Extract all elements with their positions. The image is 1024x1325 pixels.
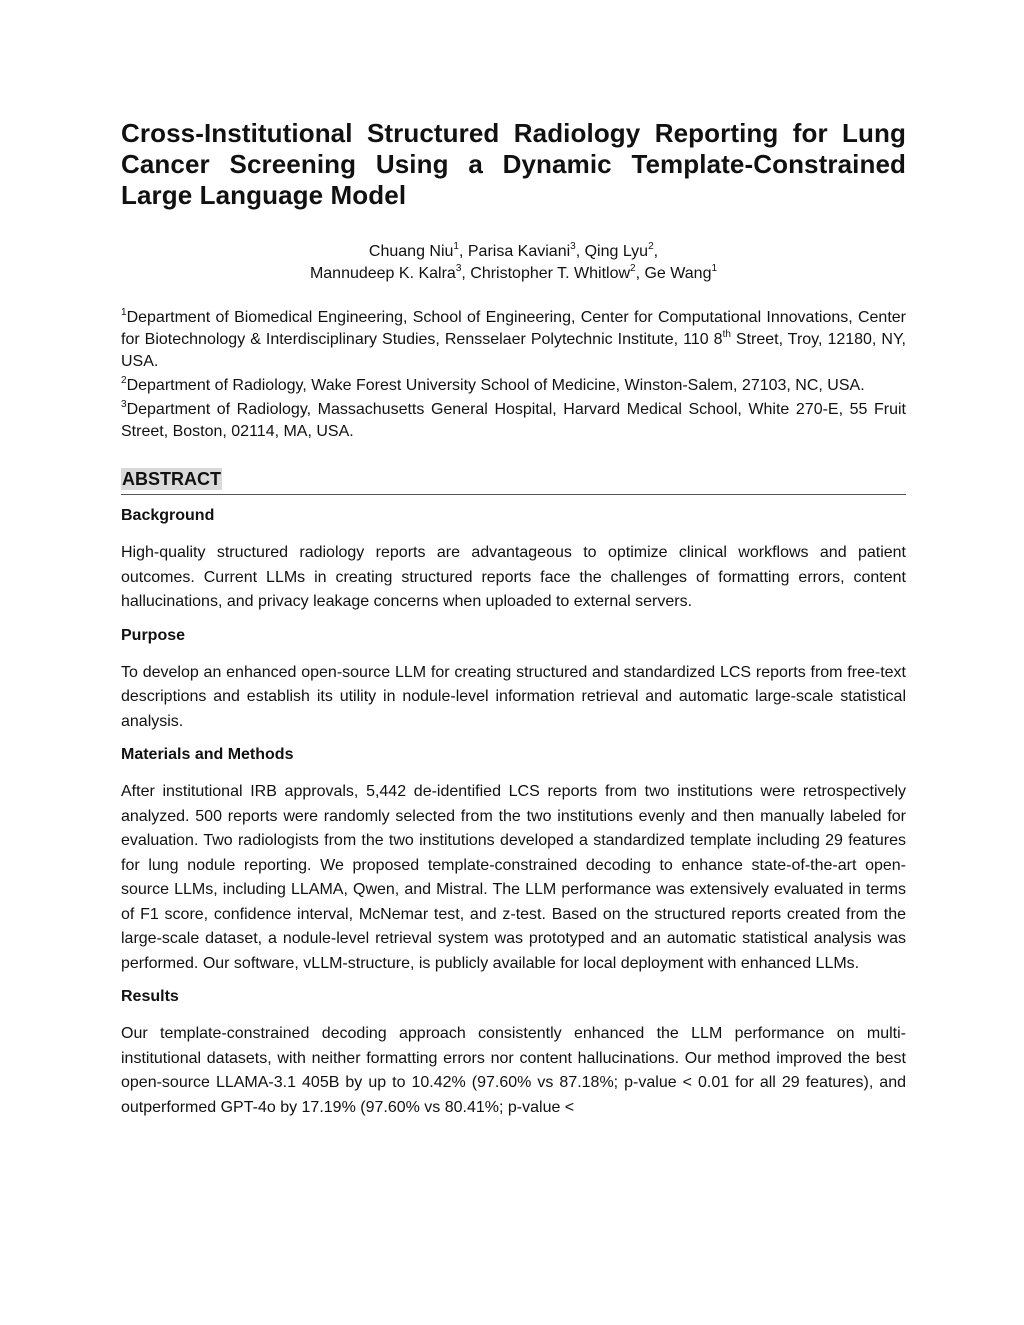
author-separator: , (461, 265, 471, 282)
paper-page (121, 118, 906, 1120)
affiliation-2 (121, 375, 906, 397)
affiliation-text: Department of Radiology, Wake Forest University School of Medicine, Winston-Salem, 27103, NC, USA. (126, 377, 865, 394)
paper-title: Cross-Institutional Structured Radiology Reporting for Lung Cancer Screening Using a Dynamic Template-Constrained Large Language Model (121, 118, 906, 210)
author-name: Qing Lyu (584, 243, 649, 260)
author-line-2 (121, 263, 906, 285)
ordinal-suffix: th (722, 328, 731, 340)
abstract-heading-label: ABSTRACT (122, 469, 221, 489)
affiliation-number: 1 (121, 306, 127, 318)
author-name: Mannudeep K. Kalra (309, 265, 456, 282)
author-separator: , (575, 243, 585, 260)
author-affil-mark: 1 (453, 240, 459, 252)
author-affil-mark: 2 (630, 262, 636, 274)
author-line-1 (121, 241, 906, 263)
author-name: Chuang Niu (368, 243, 454, 260)
purpose-text: To develop an enhanced open-source LLM for creating structured and standardized LCS reports from free-text descriptions and establish its utility in nodule-level information retrieval and automatic large-scale statistical analysis. (121, 663, 906, 730)
affiliation-1 (121, 307, 906, 373)
author-affil-mark: 3 (570, 240, 576, 252)
affiliation-list (121, 307, 906, 443)
author-separator: , (635, 265, 645, 282)
author-separator: , (653, 243, 659, 260)
affiliation-number: 2 (121, 374, 127, 386)
methods-heading: Materials and Methods (121, 746, 294, 763)
affiliation-number: 3 (121, 398, 127, 410)
affiliation-text: Department of Radiology, Massachusetts General Hospital, Harvard Medical School, White 270-E, 55 Fruit Street, Boston, 02114, MA, USA. (121, 401, 906, 440)
author-separator: , (458, 243, 468, 260)
author-name: Christopher T. Whitlow (470, 265, 631, 282)
author-affil-mark: 1 (711, 262, 718, 274)
affiliation-3 (121, 399, 906, 443)
purpose-heading: Purpose (121, 626, 186, 644)
author-list (121, 241, 906, 285)
results-text: Our template-constrained decoding approach consistently enhanced the LLM performance on multi-institutional datasets, with neither formatting errors nor content hallucinations. Our method improved the best open-source LLAMA-3.1 405B by up to 10.42% (97.60% vs 87.18%; p-value < 0.01 for all 29 features), and outperformed GPT-4o by 17.19% (97.60% vs 80.41%; p-value < (121, 1025, 906, 1116)
affiliation-text: Department of Biomedical Engineering, School of Engineering, Center for Computational Innovations, Center for Biotechnology & Interdisciplinary Studies, Rensselaer Polytechnic Institute, 110 8 (121, 309, 906, 348)
abstract-heading (121, 468, 906, 495)
background-text: High-quality structured radiology reports are advantageous to optimize clinical workflows and patient outcomes. Current LLMs in creating structured reports face the challenges of formatting errors, content hallucinations, and privacy leakage concerns when uploaded to external servers. (121, 544, 906, 610)
author-affil-mark: 2 (648, 240, 654, 252)
author-affil-mark: 3 (455, 262, 462, 274)
methods-text: After institutional IRB approvals, 5,442 de-identified LCS reports from two institutions were retrospectively analyzed. 500 reports were randomly selected from the two institutions evenly and then manually labeled for evaluation. Two radiologists from the two institutions developed a standardized template including 29 features for lung nodule reporting. We proposed template-constrained decoding to enhance state-of-the-art open-source LLMs, including LLAMA, Qwen, and Mistral. The LLM performance was extensively evaluated in terms of F1 score, confidence interval, McNemar test, and z-test. Based on the structured reports created from the large-scale dataset, a nodule-level retrieval system was prototyped and an automatic statistical analysis was performed. Our software, vLLM-structure, is publicly available for local deployment with enhanced LLMs. (121, 783, 906, 972)
affiliation-text-cont: Street, Troy, 12180, NY, USA. (121, 331, 907, 370)
author-name: Parisa Kaviani (467, 243, 571, 260)
background-heading: Background (121, 507, 215, 524)
results-heading: Results (121, 988, 179, 1005)
author-name: Ge Wang (644, 265, 712, 282)
